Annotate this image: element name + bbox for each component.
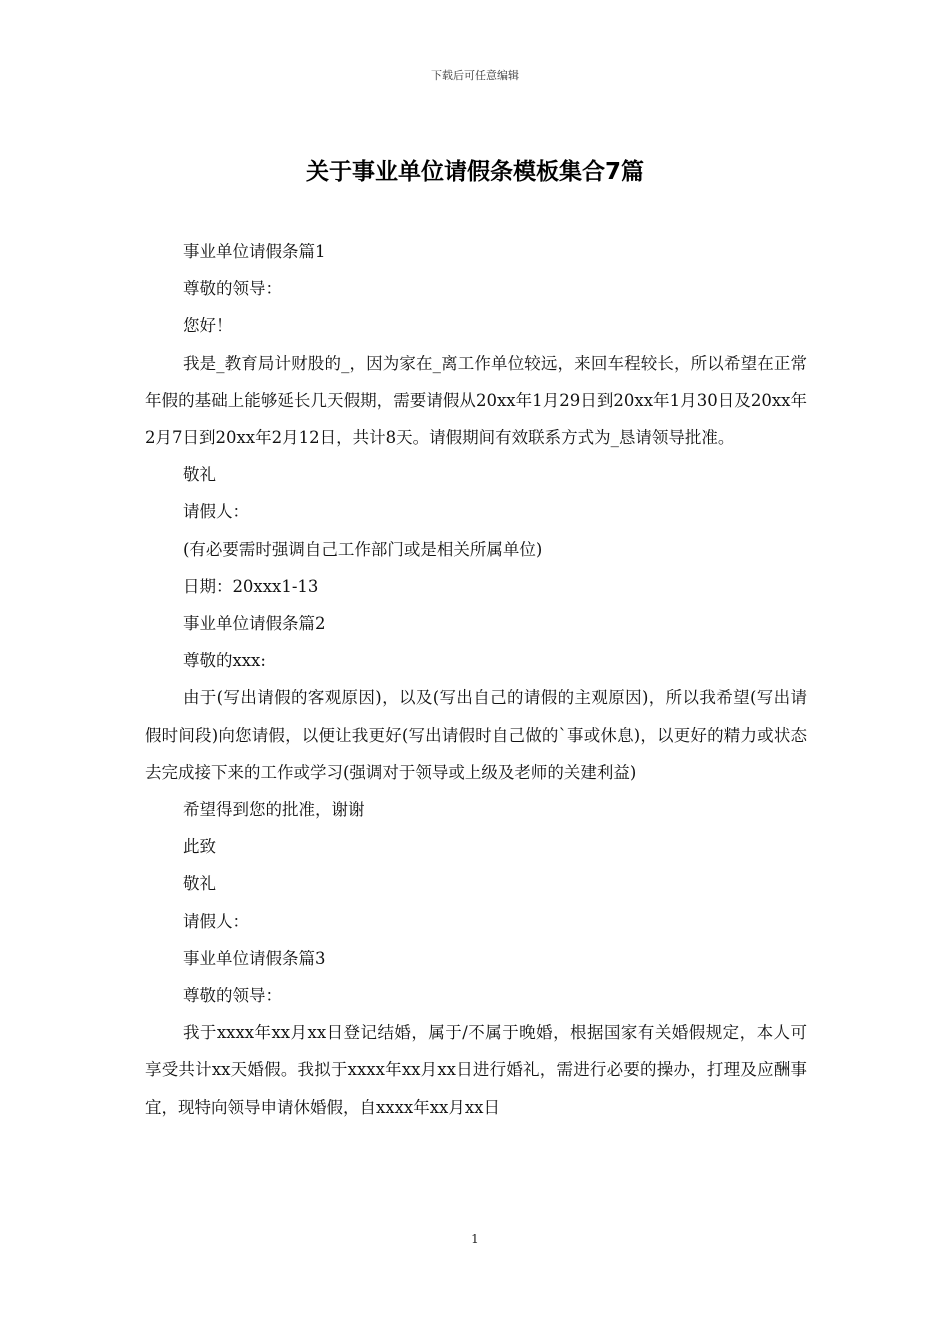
paragraph-regards: 敬礼: [182, 874, 216, 894]
header-note: 下载后可任意编辑: [431, 69, 519, 82]
document-title: 关于事业单位请假条模板集合7篇: [305, 159, 644, 185]
paragraph-body: 由于(写出请假的客观原因)，以及(写出自己的请假的主观原因)，所以我希望(写出请假时间段)向您请假，以便让我更好(写出请假时自己做的`事或休息)，以更好的精力或状态去完成接下来的工作或学习(强调对于领导或上级及老师的关建利益): [145, 688, 807, 782]
paragraph-regards: 敬礼: [182, 465, 216, 485]
paragraph-salutation: 尊敬的领导：: [182, 986, 282, 1006]
paragraph-section-2-heading: 事业单位请假条篇2: [182, 614, 326, 634]
paragraph-body: 我是_教育局计财股的_，因为家在_离工作单位较远，来回车程较长，所以希望在正常年假的基础上能够延长几天假期，需要请假从20xx年1月29日到20xx年1月30日及20xx年2月7日到20xx年2月12日，共计8天。请假期间有效联系方式为_恳请领导批准。: [145, 353, 807, 448]
paragraph-applicant: 请假人：: [182, 911, 249, 931]
paragraph-salutation: 尊敬的领导：: [182, 279, 282, 299]
paragraph-section-3-heading: 事业单位请假条篇3: [182, 948, 326, 968]
paragraph-greeting: 您好！: [182, 316, 233, 336]
paragraph-body: 我于xxxx年xx月xx日登记结婚，属于/不属于晚婚，根据国家有关婚假规定，本人可享受共计xx天婚假。我拟于xxxx年xx月xx日进行婚礼，需进行必要的操办，打理及应酬事宜，现特向领导申请休婚假，自xxxx年xx月xx日: [145, 1023, 807, 1117]
paragraph-salutation: 尊敬的xxx:: [182, 651, 266, 671]
paragraph-date: 日期：20xxx1-13: [182, 576, 319, 596]
document-body: [145, 233, 807, 1126]
paragraph-applicant: 请假人：: [182, 502, 249, 522]
paragraph-cizhi: 此致: [182, 837, 216, 857]
paragraph-note: (有必要需时强调自己工作部门或是相关所属单位): [182, 539, 543, 559]
paragraph-section-1-heading: 事业单位请假条篇1: [182, 242, 326, 261]
page-number: 1: [471, 1232, 479, 1246]
paragraph-closing: 希望得到您的批准，谢谢: [182, 800, 365, 820]
